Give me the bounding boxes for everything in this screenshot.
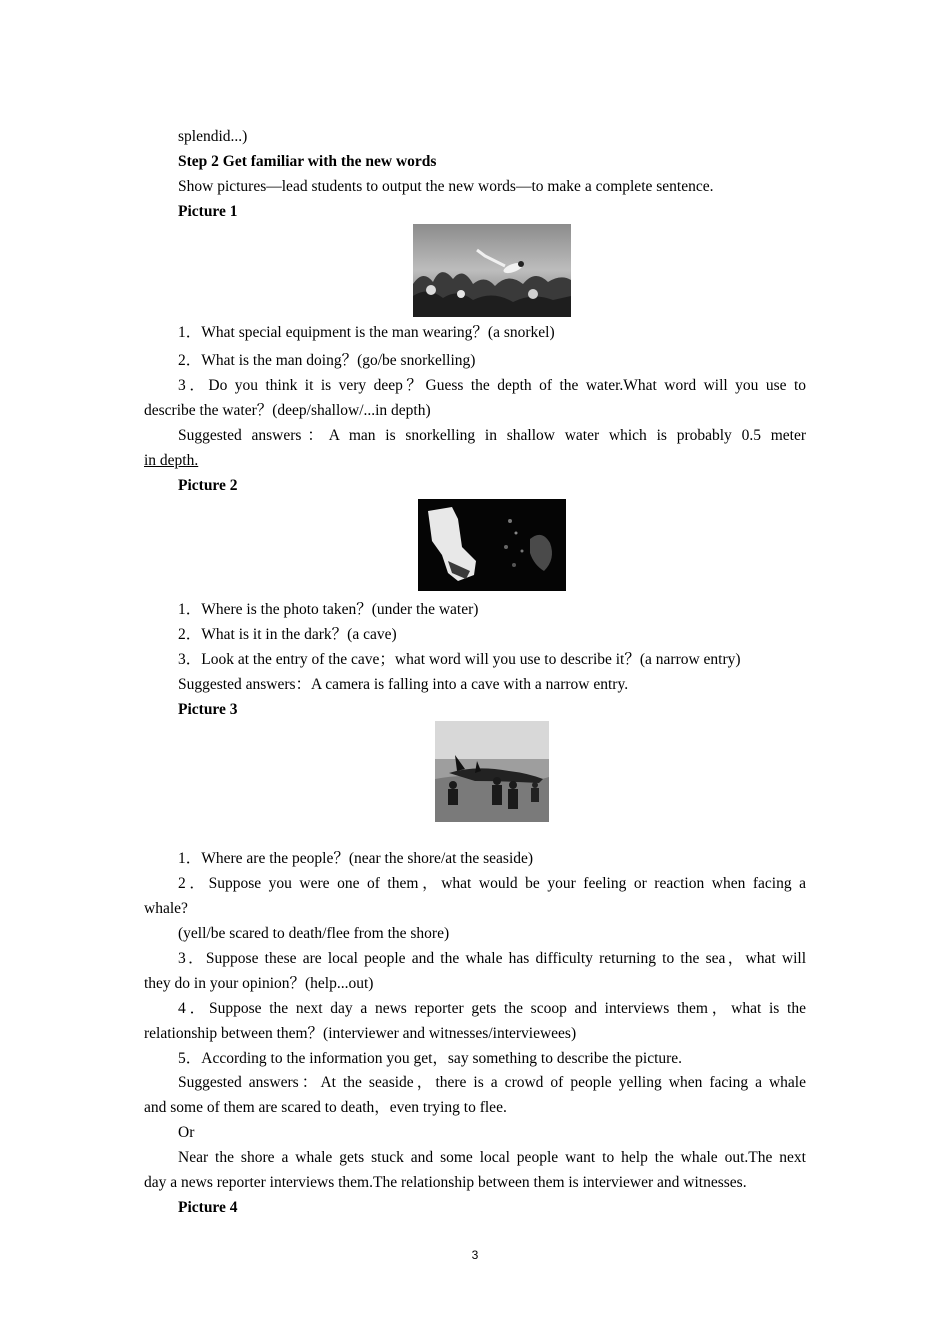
question-line: relationship between them？(interviewer and witnesses/interviewees) xyxy=(144,1025,577,1042)
picture-1-title: Picture 1 xyxy=(178,203,238,220)
text-line: Or xyxy=(178,1124,195,1141)
answer-line: day a news reporter interviews them.The relationship between them is interviewer and witnesses. xyxy=(144,1174,747,1191)
picture-4-title: Picture 4 xyxy=(178,1199,238,1216)
answer-line: Suggested answers：At the seaside，there is a crowd of people yelling when facing a whale xyxy=(178,1074,806,1091)
page-number: 3 xyxy=(471,1248,479,1262)
picture-3-title: Picture 3 xyxy=(178,701,238,718)
snorkeller-photo xyxy=(413,224,571,317)
cave-photo xyxy=(418,499,566,591)
answer-line: and some of them are scared to death，even trying to flee. xyxy=(144,1099,507,1116)
question-line: 1．What special equipment is the man wearing？(a snorkel) xyxy=(178,324,555,341)
text-line: Show pictures—lead students to output the new words—to make a complete sentence. xyxy=(178,178,714,195)
question-line: 2．What is the man doing？(go/be snorkelling) xyxy=(178,352,476,369)
question-line: 3．Look at the entry of the cave；what word will you use to describe it？(a narrow entry) xyxy=(178,651,741,668)
picture-2-title: Picture 2 xyxy=(178,477,238,494)
question-line: whale? xyxy=(144,900,188,917)
question-line: they do in your opinion？(help...out) xyxy=(144,975,374,992)
question-line: 3．Suppose these are local people and the whale has difficulty returning to the sea，what will xyxy=(178,950,806,967)
answer-line: in depth. xyxy=(144,452,199,469)
question-line: 4．Suppose the next day a news reporter gets the scoop and interviews them，what is the xyxy=(178,1000,806,1017)
answer-line: Near the shore a whale gets stuck and some local people want to help the whale out.The next xyxy=(178,1149,806,1166)
whale-shore-photo xyxy=(435,721,549,822)
question-line: 5．According to the information you get，say something to describe the picture. xyxy=(178,1050,683,1067)
question-line: 1．Where is the photo taken？(under the water) xyxy=(178,601,479,618)
question-line: (yell/be scared to death/flee from the shore) xyxy=(178,925,450,942)
question-line: 2．What is it in the dark？(a cave) xyxy=(178,626,397,643)
answer-line: Suggested answers：A camera is falling into a cave with a narrow entry. xyxy=(178,676,629,693)
question-line: 1．Where are the people？(near the shore/at the seaside) xyxy=(178,850,534,867)
text-line: splendid...) xyxy=(178,128,248,145)
step-heading: Step 2 Get familiar with the new words xyxy=(178,153,437,170)
question-line: 3．Do you think it is very deep？Guess the depth of the water.What word will you use to xyxy=(178,377,806,394)
answer-line: Suggested answers：A man is snorkelling in shallow water which is probably 0.5 meter xyxy=(178,427,806,444)
question-line: describe the water？(deep/shallow/...in depth) xyxy=(144,402,431,419)
question-line: 2．Suppose you were one of them，what would be your feeling or reaction when facing a xyxy=(178,875,806,892)
